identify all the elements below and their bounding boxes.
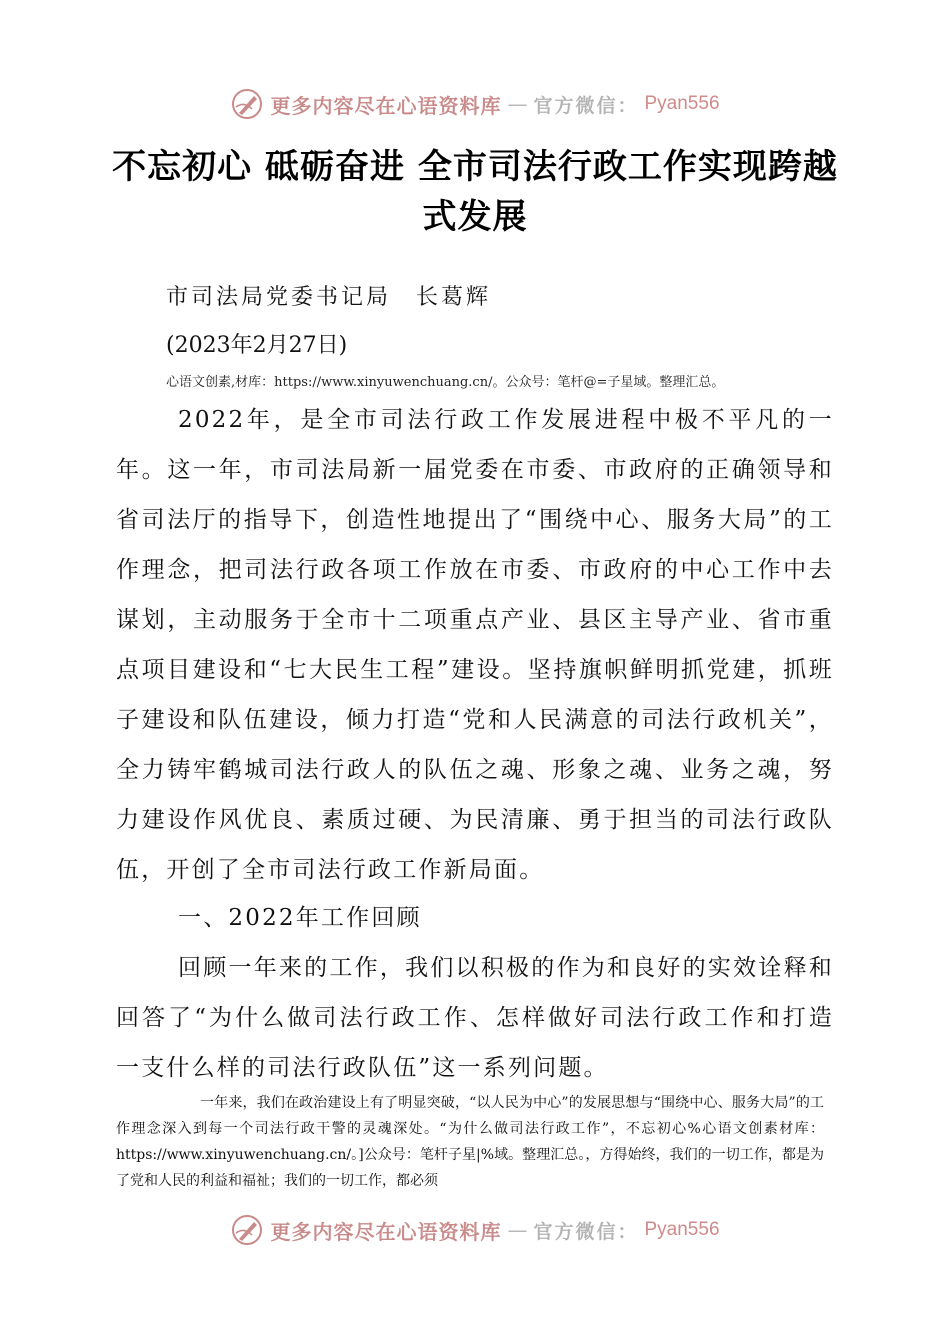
paragraph-intro: 2022年，是全市司法行政工作发展进程中极不平凡的一年。这一年，市司法局新一届党委在市委、市政府的正确领导和省司法厅的指导下，创造性地提出了“围绕中心、服务大局”的工作理念，把司法行政各项工作放在市委、市政府的中心工作中去谋划，主动服务于全市十二项重点产业、县区主导产业、省市重点项目建设和“七大民生工程”建设。坚持旗帜鲜明抓党建，抓班子建设和队伍建设，倾力打造“党和人民满意的司法行政机关”，全力铸牢鹤城司法行政人的队伍之魂、形象之魂、业务之魂，努力建设作风优良、素质过硬、为民清廉、勇于担当的司法行政队伍，开创了全市司法行政工作新局面。 <box>116 407 834 883</box>
author-line: 市司法局党委书记局 长葛辉 <box>166 285 492 310</box>
watermark-header <box>0 82 950 126</box>
source-note: 心语文创素,材库：https://www.xinyuwenchuang.cn/。公众号：笔杆@=子星域。整理汇总。 <box>166 375 725 390</box>
watermark-wechat-id: Pyan556 <box>644 93 720 114</box>
date-line: (2023年2月27日) <box>166 333 348 358</box>
paragraph-review: 回顾一年来的工作，我们以积极的作为和良好的实效诠释和回答了“为什么做司法行政工作、怎样做好司法行政工作和打造一支什么样的司法行政队伍”这一系列问题。 <box>116 955 834 1081</box>
section-heading: 一、2022年工作回顾 <box>178 905 422 931</box>
watermark-sub-text: 官方微信： <box>533 94 639 117</box>
paragraph-small: 一年来，我们在政治建设上有了明显突破，“以人民为中心”的发展思想与“围绕中心、服务大局”的工作理念深入到每一个司法行政干警的灵魂深处。“为什么做司法行政工作”，不忘初心%心语文创素材库：https://www.xinyuwenchuang.cn/。]公众号：笔杆子星|%域。整理汇总。，方得始终，我们的一切工作，都是为了党和人民的利益和福祉；我们的一切工作，都必须 <box>116 1095 824 1189</box>
pen-logo-icon <box>230 87 264 121</box>
page-title: 不忘初心 砥砺奋进 全市司法行政工作实现跨越式发展 <box>112 147 838 237</box>
watermark-main-text: 更多内容尽在心语资料库 <box>270 1219 502 1244</box>
watermark-sub-text: 官方微信： <box>533 1220 639 1243</box>
pen-logo-icon <box>230 1213 264 1247</box>
watermark-separator: — <box>507 92 528 116</box>
watermark-footer <box>0 1208 950 1252</box>
watermark-separator: — <box>507 1218 528 1242</box>
watermark-wechat-id: Pyan556 <box>644 1219 720 1240</box>
watermark-main-text: 更多内容尽在心语资料库 <box>270 93 502 118</box>
